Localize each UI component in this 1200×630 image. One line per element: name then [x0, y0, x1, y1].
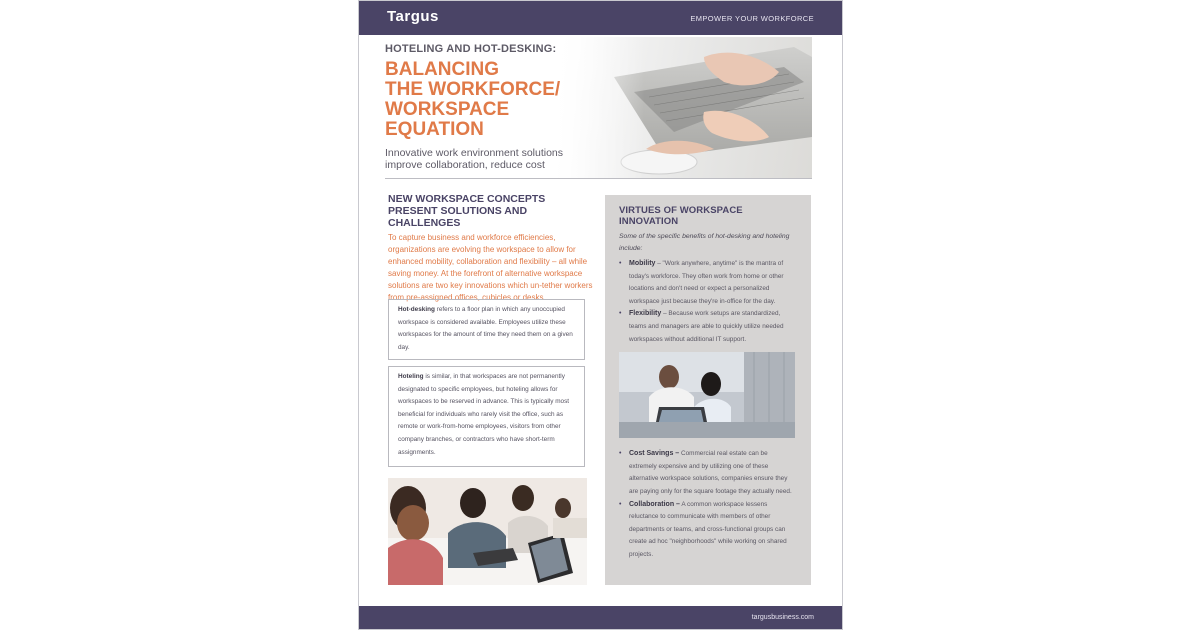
footer-bar [359, 606, 842, 629]
section-heading: NEW WORKSPACE CONCEPTS PRESENT SOLUTIONS AND CHALLENGES [388, 193, 546, 229]
benefit-text: – "Work anywhere, anytime" is the mantra of today's workforce. They often work from home or other locations and don't need or expect a personalized workspace just because they're in-office for the day. [629, 260, 784, 305]
definition-term: Hot-desking [398, 306, 435, 313]
benefits-list [619, 448, 797, 561]
hero-subtitle: HOTELING AND HOT-DESKING: [385, 43, 557, 55]
benefit-term: Mobility [629, 260, 656, 267]
list-item [619, 499, 797, 562]
benefit-term: Cost Savings – [629, 450, 680, 458]
hero-title-line: THE WORKFORCE/ [385, 79, 561, 100]
hero-title-line: EQUATION [385, 119, 484, 140]
benefit-text: – Because work setups are standardized, teams and managers are able to quickly utilize needed workspaces without additional IT support. [629, 310, 784, 343]
benefit-term: Flexibility [629, 310, 662, 318]
virtues-panel [605, 195, 811, 585]
left-column [388, 193, 593, 304]
definition-text: refers to a floor plan in which any unoccupied workspace is considered available. Employees utilize these workspaces for the amount of time they need them on a given day. [398, 306, 573, 351]
benefits-list [619, 258, 797, 346]
header-tagline: EMPOWER YOUR WORKFORCE [690, 14, 814, 23]
panel-heading: VIRTUES OF WORKSPACE INNOVATION [619, 205, 743, 227]
section-intro: To capture business and workforce efficiencies, organizations are evolving the workspace to allow for enhanced mobility, collaboration and flexibility – all while saving money. At the forefront of alternative workspace solutions are two key innovations which un-tether workers from pre-assigned offices, cubicles or desks. [388, 233, 593, 302]
benefit-term: Collaboration – [629, 500, 680, 508]
hoteling-definition-box [388, 366, 585, 467]
divider [385, 178, 812, 179]
hero-title-line: WORKSPACE [385, 99, 510, 120]
hero-intro: Innovative work environment solutions improve collaboration, reduce cost [385, 147, 564, 171]
list-item [619, 258, 797, 308]
office-workers-photo [619, 352, 795, 438]
definition-text: is similar, in that workspaces are not permanently designated to specific employees, but hoteling allows for workspaces to be reserved in advance. This is typically most beneficial for individuals who rarely visit the office, such as remote or work-from-home employees, visitors from other company branches, or contractors who have short-term assignments. [398, 373, 570, 456]
benefit-text: Commercial real estate can be extremely expensive and by utilizing one of these alternative workspace solutions, companies ensure they are paying only for the square footage they actually need. [629, 450, 792, 495]
document-page [358, 0, 843, 630]
targus-logo[interactable]: Targus [387, 8, 439, 25]
hero-title-line: BALANCING [385, 59, 499, 80]
hero-title [385, 60, 615, 140]
header-bar [359, 1, 842, 35]
hero-section [359, 35, 842, 180]
list-item [619, 448, 797, 498]
definition-term: Hoteling [398, 373, 424, 380]
list-item [619, 308, 797, 346]
footer-link[interactable]: targusbusiness.com [751, 614, 814, 621]
team-meeting-photo [388, 478, 587, 585]
benefit-text: A common workspace lessens reluctance to communicate with members of other departments or teams, and cross-functional groups can create ad hoc "neighborhoods" while working on shared projects. [629, 500, 787, 558]
panel-intro: Some of the specific benefits of hot-desking and hoteling include: [619, 233, 790, 252]
hot-desking-definition-box [388, 299, 585, 360]
